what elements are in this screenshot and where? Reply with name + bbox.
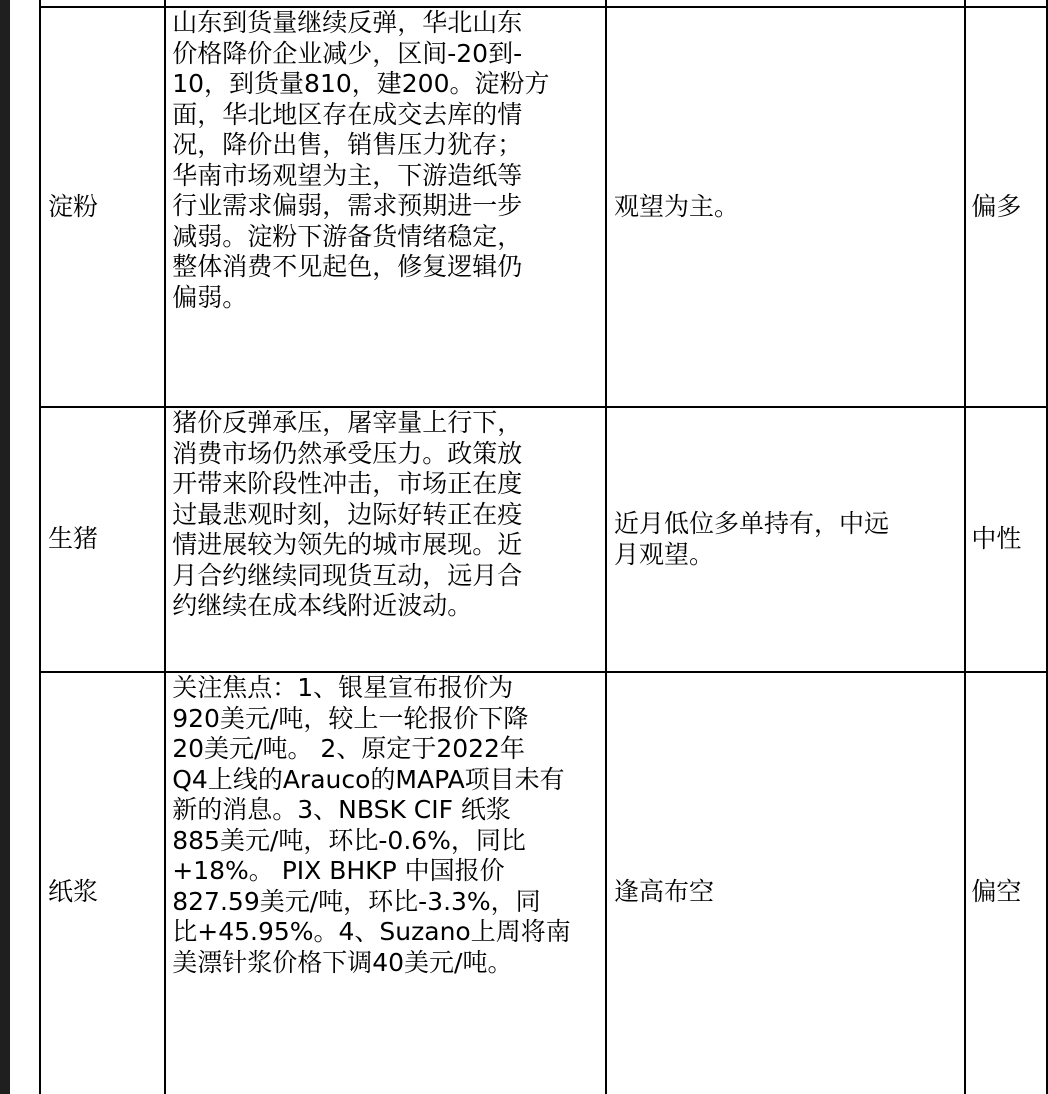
strategy-view: 逢高布空 <box>606 672 965 1094</box>
commodity-name: 生猪 <box>40 407 165 672</box>
strategy-view: 近月低位多单持有，中远 月观望。 <box>606 407 965 672</box>
table-row-partial <box>40 0 1047 7</box>
commodity-name: 淀粉 <box>40 7 165 407</box>
document-sheet <box>10 0 1048 1094</box>
market-analysis: 猪价反弹承压，屠宰量上行下， 消费市场仍然承受压力。政策放 开带来阶段性冲击，市场正在度 过最悲观时刻，边际好转正在疫 情进展较为领先的城市展现。近 月合约继续同现货互动，远月合 约继续在成本线附近波动。 <box>165 407 606 672</box>
table-row <box>40 672 1047 1094</box>
market-analysis: 关注焦点：1、银星宣布报价为 920美元/吨，较上一轮报价下降 20美元/吨。 2、原定于2022年 Q4上线的Arauco的MAPA项目未有 新的消息。3、NBSK CIF 纸浆 885美元/吨，环比-0.6%，同比 +18%。 PIX BHKP 中国报价 827.59美元/吨，环比-3.3%，同 比+45.95%。4、Suzano上周将南 美漂针浆价格下调40美元/吨。 <box>165 672 606 1094</box>
bias-rating: 偏多 <box>965 7 1047 407</box>
table-row <box>40 7 1047 407</box>
market-analysis: 山东到货量继续反弹，华北山东 价格降价企业减少，区间-20到- 10，到货量810，建200。淀粉方 面，华北地区存在成交去库的情 况，降价出售，销售压力犹存； 华南市场观望为主，下游造纸等 行业需求偏弱，需求预期进一步 减弱。淀粉下游备货情绪稳定， 整体消费不见起色，修复逻辑仍 偏弱。 <box>165 7 606 407</box>
commodity-name: 纸浆 <box>40 672 165 1094</box>
table-row <box>40 407 1047 672</box>
strategy-view: 观望为主。 <box>606 7 965 407</box>
bias-rating: 偏空 <box>965 672 1047 1094</box>
bias-rating: 中性 <box>965 407 1047 672</box>
commodity-table <box>39 0 1048 1094</box>
